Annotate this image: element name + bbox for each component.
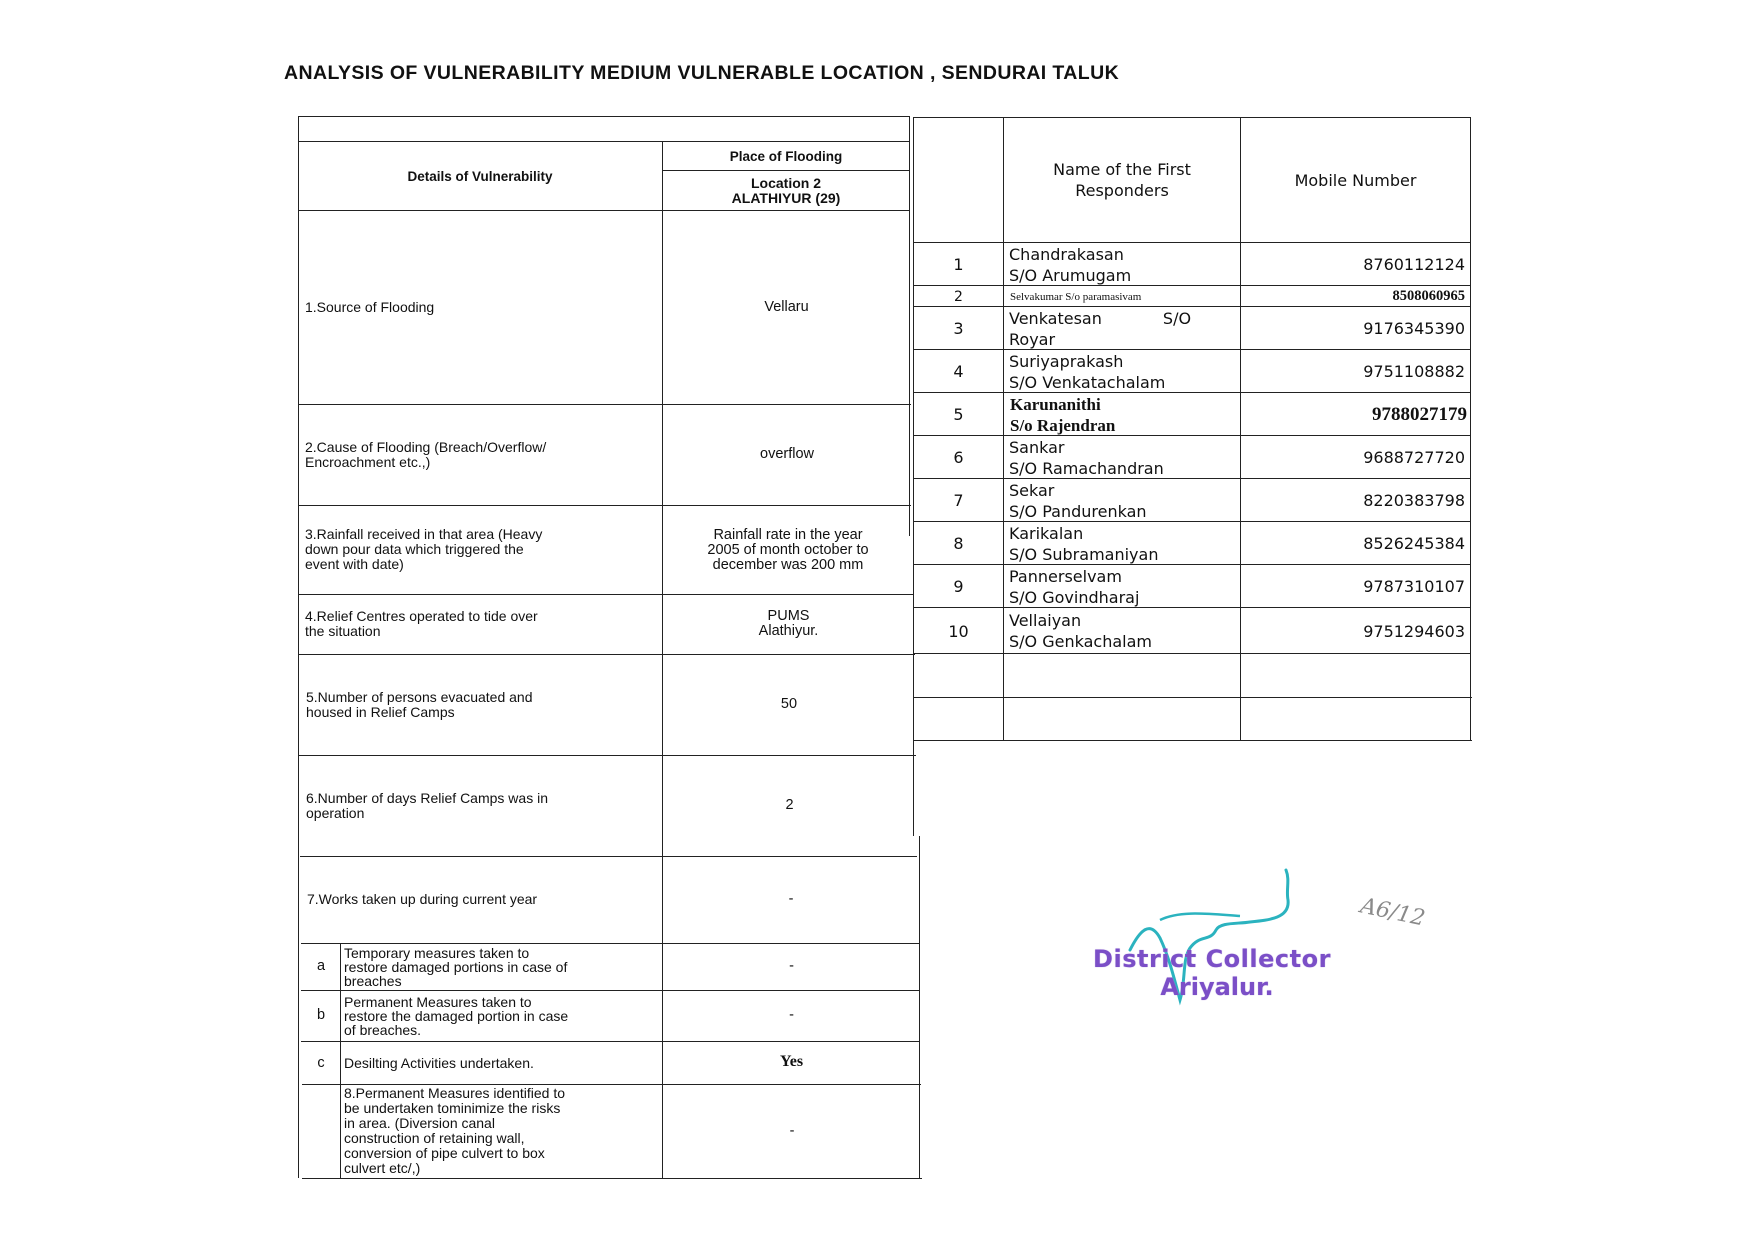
page-title: ANALYSIS OF VULNERABILITY MEDIUM VULNERABLE LOCATION , SENDURAI TALUK (284, 62, 1120, 84)
details-header: Details of Vulnerability (407, 168, 553, 184)
sub-row-letter: c (317, 1054, 325, 1071)
responder-sn: 10 (948, 621, 969, 641)
responder-mobile: 9688727720 (1363, 448, 1465, 467)
final-row-value: - (789, 1122, 795, 1139)
responder-name: Karunanithi S/o Rajendran (1010, 394, 1116, 435)
row-label: 4.Relief Centres operated to tide over the situation (305, 608, 538, 639)
row-label: 1.Source of Flooding (305, 298, 435, 315)
responder-sn: 8 (953, 534, 964, 553)
sub-row-value: Yes (779, 1052, 804, 1070)
row-label: 2.Cause of Flooding (Breach/Overflow/ Encroachment etc.,) (305, 438, 547, 470)
sub-row-label: Temporary measures taken to restore damaged portions in case of breaches (344, 944, 568, 989)
final-row-label: 8.Permanent Measures identified to be undertaken tominimize the risks in area. (Diversion canal construction of retaining wall, conversion of pipe culvert to box culvert etc/,) (344, 1085, 566, 1176)
row-label: 5.Number of persons evacuated and housed in Relief Camps (306, 688, 533, 720)
responder-name: Karikalan S/O Subramaniyan (1009, 523, 1159, 564)
responder-sn: 2 (954, 288, 963, 305)
sub-row-label: Permanent Measures taken to restore the damaged portion in case of breaches. (344, 993, 569, 1038)
responder-name: Selvakumar S/o paramasivam (1010, 290, 1142, 303)
location-header: Location 2 ALATHIYUR (29) (731, 174, 841, 206)
sub-row-label: Desilting Activities undertaken. (344, 1054, 534, 1071)
responder-name: Pannerselvam S/O Govindharaj (1009, 566, 1140, 607)
responder-name: Sankar S/O Ramachandran (1009, 437, 1164, 478)
stamp-line1: District Collector (1093, 945, 1331, 973)
responder-mobile: 9176345390 (1363, 319, 1465, 338)
row-value: - (788, 891, 794, 907)
responder-name: Vellaiyan S/O Genkachalam (1009, 611, 1152, 651)
row-value: 2 (785, 797, 794, 813)
row-value: 50 (780, 696, 798, 712)
row-label: 6.Number of days Relief Camps was in operation (306, 789, 548, 821)
responder-name: Chandrakasan S/O Arumugam (1009, 244, 1132, 285)
row-value: Rainfall rate in the year 2005 of month october to december was 200 mm (707, 527, 869, 573)
handwritten-note: A6/12 (1358, 893, 1428, 932)
responder-mobile: 9751294603 (1363, 621, 1465, 641)
sub-row-value: - (789, 1007, 794, 1023)
sub-row-letter: b (316, 1007, 326, 1023)
responder-mobile: 8220383798 (1363, 491, 1465, 510)
responder-mobile: 9751108882 (1363, 362, 1465, 381)
sub-row-value: - (789, 958, 794, 974)
responder-mobile: 9788027179 (1372, 403, 1467, 425)
name-header: Name of the First Responders (1053, 160, 1191, 200)
responder-sn: 4 (953, 362, 964, 381)
responder-sn: 7 (953, 491, 964, 510)
responder-mobile: 8508060965 (1392, 288, 1465, 304)
row-value: overflow (760, 446, 814, 462)
responder-sn: 5 (953, 405, 964, 424)
responder-mobile: 8526245384 (1363, 534, 1465, 553)
responder-name: Venkatesan S/O Royar (1009, 308, 1192, 349)
responder-name: Suriyaprakash S/O Venkatachalam (1009, 351, 1166, 392)
responder-name: Sekar S/O Pandurenkan (1009, 480, 1147, 521)
collector-stamp (1052, 945, 1372, 1001)
row-label: 3.Rainfall received in that area (Heavy down pour data which triggered the event with date) (305, 526, 543, 572)
stamp-line2: Ariyalur. (1160, 973, 1274, 1001)
responder-sn: 1 (953, 255, 964, 274)
place-header: Place of Flooding (729, 148, 843, 164)
responder-sn: 9 (953, 577, 964, 596)
responder-mobile: 8760112124 (1363, 255, 1465, 274)
responder-sn: 6 (953, 448, 964, 467)
row-value: PUMS Alathiyur. (758, 608, 819, 639)
mobile-header: Mobile Number (1294, 170, 1417, 190)
row-label: 7.Works taken up during current year (307, 891, 538, 907)
responder-mobile: 9787310107 (1363, 577, 1465, 596)
row-value: Vellaru (764, 298, 809, 315)
sub-row-letter: a (316, 958, 326, 974)
responder-sn: 3 (953, 319, 964, 338)
